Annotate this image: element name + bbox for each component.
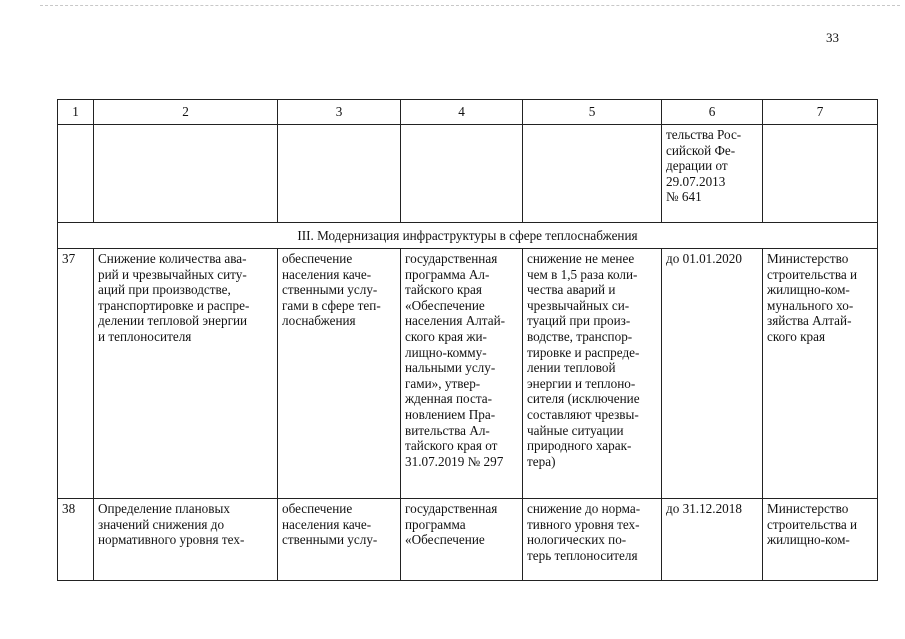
cell-line: ственными услу- [282, 282, 378, 298]
cell-line: чайные ситуации [527, 422, 624, 438]
cell-line: ского края жи- [405, 328, 487, 344]
cell-line: тельства Рос- [666, 127, 742, 142]
header-cell: 4 [401, 100, 523, 125]
header-row [58, 100, 878, 125]
cell-line: «Обеспечение [405, 297, 485, 313]
header-cell: 1 [58, 100, 94, 125]
cell-line: тайского края от [405, 438, 498, 454]
cell-line: дерации от [666, 158, 728, 174]
cell-line: транспортировке и распре- [98, 297, 250, 313]
cell-line: составляют чрезвы- [527, 406, 639, 422]
cell-line: природного харак- [527, 438, 632, 454]
cell-line: обеспечение [282, 251, 353, 266]
cell-line: аций при производстве, [98, 282, 231, 298]
cell-line: населения Алтай- [405, 313, 506, 329]
continuation-row [58, 125, 878, 223]
goal-cell [278, 499, 401, 581]
scan-top-rule [40, 5, 900, 6]
cell-line: программа Ал- [405, 266, 490, 282]
cell-line: нологических по- [527, 532, 627, 548]
cell-line: тивного уровня тех- [527, 516, 640, 532]
header-cell: 5 [523, 100, 662, 125]
cell-line: энергии и теплоно- [527, 375, 636, 391]
cell-line: тировке и распреде- [527, 344, 640, 360]
responsible-cell [763, 499, 878, 581]
goal-cell [278, 249, 401, 499]
cell-line: Снижение количества ава- [98, 251, 247, 266]
cell-line: гами в сфере теп- [282, 297, 381, 313]
cell-line: 31.07.2019 № 297 [405, 453, 504, 469]
measure-name-cell [94, 249, 278, 499]
cell-line: вительства Ал- [405, 422, 490, 438]
measures-table [57, 99, 878, 581]
cell-line: мунального хо- [767, 297, 854, 313]
cell-line: до 31.12.2018 [666, 501, 742, 516]
table-cell [662, 125, 763, 223]
cell-line: тайского края [405, 282, 482, 298]
cell-line: тера) [527, 453, 556, 469]
result-cell [523, 249, 662, 499]
document-cell [401, 499, 523, 581]
cell-line: Определение плановых [98, 501, 230, 516]
cell-line: лении тепловой [527, 360, 616, 376]
cell-line: обеспечение [282, 501, 353, 516]
cell-line: чества аварий и [527, 282, 616, 298]
cell-line: терь теплоносителя [527, 547, 638, 563]
cell-line: «Обеспечение [405, 532, 485, 548]
table-row [58, 499, 878, 581]
cell-line: лоснабжения [282, 313, 356, 329]
page-number: 33 [826, 30, 839, 45]
cell-line: сийской Фе- [666, 142, 736, 158]
cell-line: водстве, транспор- [527, 328, 633, 344]
cell-line: чем в 1,5 раза коли- [527, 266, 638, 282]
table-row [58, 249, 878, 499]
row-number: 38 [58, 499, 94, 581]
cell-line: жденная поста- [405, 391, 493, 407]
cell-line: снижение не менее [527, 251, 635, 266]
table-cell [58, 125, 94, 223]
cell-line: нормативного уровня тех- [98, 532, 245, 548]
table-cell [94, 125, 278, 223]
cell-line: значений снижения до [98, 516, 225, 532]
cell-line: новлением Пра- [405, 406, 496, 422]
cell-line: сителя (исключение [527, 391, 640, 407]
header-cell: 6 [662, 100, 763, 125]
cell-line: программа [405, 516, 466, 532]
cell-line: рий и чрезвычайных ситу- [98, 266, 247, 282]
cell-line: ственными услу- [282, 532, 378, 548]
cell-line: Министерство [767, 251, 849, 266]
document-cell [401, 249, 523, 499]
result-cell [523, 499, 662, 581]
cell-line: зяйства Алтай- [767, 313, 852, 329]
cell-line: государственная [405, 501, 498, 516]
table-cell [523, 125, 662, 223]
cell-line: ского края [767, 328, 826, 344]
table-cell [763, 125, 878, 223]
deadline-cell [662, 499, 763, 581]
row-number: 37 [58, 249, 94, 499]
header-cell: 3 [278, 100, 401, 125]
deadline-cell [662, 249, 763, 499]
table-cell [278, 125, 401, 223]
responsible-cell [763, 249, 878, 499]
cell-line: № 641 [666, 189, 702, 205]
cell-line: строительства и [767, 516, 858, 532]
cell-line: населения каче- [282, 516, 372, 532]
table-cell [401, 125, 523, 223]
cell-line: строительства и [767, 266, 858, 282]
cell-line: жилищно-ком- [767, 532, 850, 548]
section-row [58, 223, 878, 249]
cell-line: жилищно-ком- [767, 282, 850, 298]
cell-line: населения каче- [282, 266, 372, 282]
cell-line: снижение до норма- [527, 501, 641, 516]
cell-line: до 01.01.2020 [666, 251, 742, 266]
cell-line: чрезвычайных си- [527, 297, 630, 313]
cell-line: нальными услу- [405, 360, 496, 376]
cell-line: 29.07.2013 [666, 173, 726, 189]
header-cell: 2 [94, 100, 278, 125]
measure-name-cell [94, 499, 278, 581]
cell-line: гами», утвер- [405, 375, 481, 391]
cell-line: лищно-комму- [405, 344, 487, 360]
cell-line: государственная [405, 251, 498, 266]
section-title: III. Модернизация инфраструктуры в сфере теплоснабжения [58, 223, 878, 249]
cell-line: делении тепловой энергии [98, 313, 248, 329]
cell-line: и теплоносителя [98, 328, 192, 344]
cell-line: туаций при произ- [527, 313, 631, 329]
header-cell: 7 [763, 100, 878, 125]
cell-line: Министерство [767, 501, 849, 516]
